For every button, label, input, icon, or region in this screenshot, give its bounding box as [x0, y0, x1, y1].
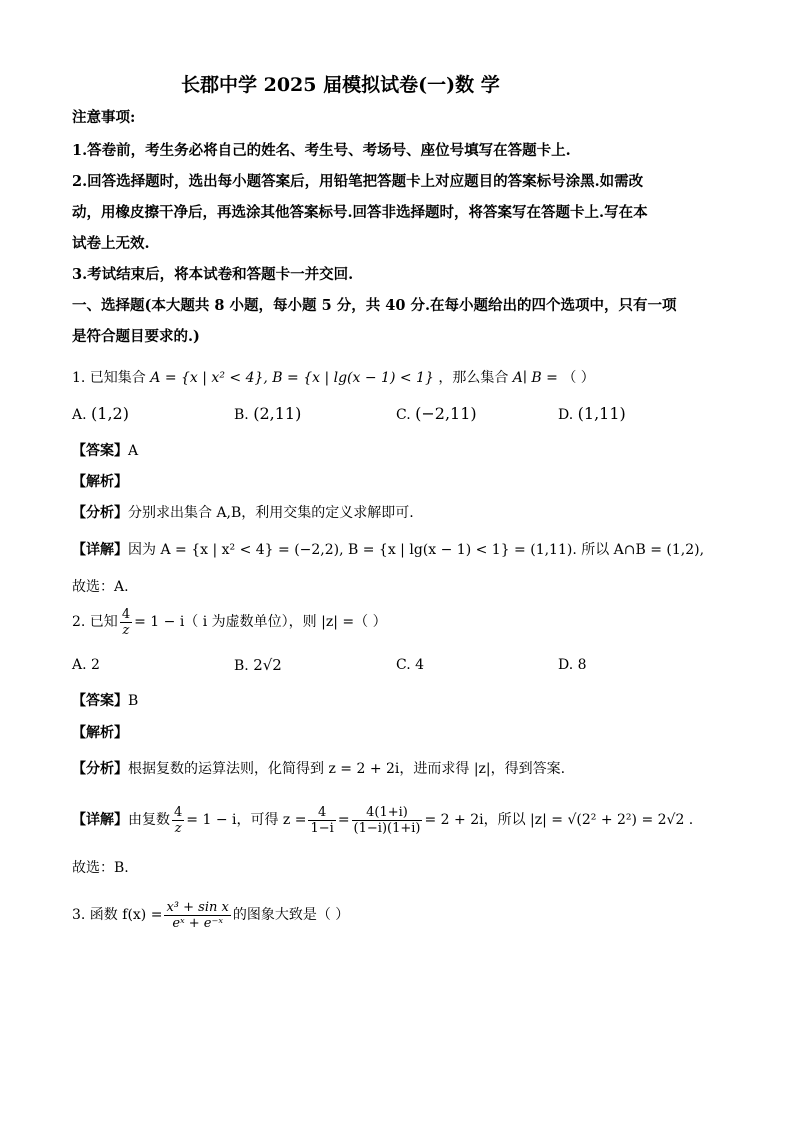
option-label: B.: [234, 407, 249, 423]
option-value: 4: [415, 657, 425, 673]
question-2-option-d: [558, 655, 587, 675]
notice-item-1: 1.答卷前，考生务必将自己的姓名、考生号、考场号、座位号填写在答题卡上.: [72, 142, 571, 159]
fenxi-text: 分别求出集合 A,B，利用交集的定义求解即可.: [128, 505, 414, 521]
fraction-numerator: x³ + sin x: [166, 899, 229, 915]
section-heading-line-2: 是符合题目要求的.): [72, 328, 200, 345]
fraction-denominator: z: [174, 820, 182, 836]
question-2-option-b: [234, 655, 282, 676]
analysis-tag: 【解析】: [72, 474, 128, 490]
question-2-answer: [72, 691, 138, 711]
detail-part-3: = 2 + 2i，所以 |z| = √(2² + 2²) = 2√2 .: [424, 812, 694, 828]
question-1-fenxi: [72, 503, 414, 523]
fenxi-tag: 【分析】: [72, 505, 128, 521]
question-2-detail: 【详解】由复数 $\frac{4}{z}$ = 1 − i，可得 z = $\frac{4}{1-i}$ = $\frac{4(1+i)}{(1-i)(1+i)}$ = 2 + 2i，所以 |z| = √(2² + 2²) = 2√2 .: [72, 804, 694, 836]
question-3-fraction: [164, 900, 230, 931]
question-2-equation: = 1 − i: [134, 614, 185, 630]
answer-value: A: [128, 443, 139, 459]
fraction-numerator: 4: [174, 804, 183, 820]
question-1-option-b: [234, 404, 301, 425]
fenxi-tag: 【分析】: [72, 761, 128, 777]
detail-part-2: = 1 − i，可得 z =: [186, 812, 307, 828]
option-value: (−2,11): [415, 404, 477, 423]
question-1-suffix: ，那么集合: [438, 370, 509, 386]
fraction-denominator: z: [122, 622, 130, 638]
notice-item-2-line-3: 试卷上无效.: [72, 235, 150, 252]
question-2-fenxi: [72, 759, 565, 779]
question-2-option-a: [72, 655, 100, 675]
question-1-option-a: [72, 404, 129, 425]
page-title: 长郡中学 2025 届模拟试卷(一)数 学: [181, 74, 500, 96]
question-1-paren: （ ）: [562, 370, 595, 386]
question-2-note: （ i 为虚数单位），则 |z| =（ ）: [184, 614, 387, 630]
question-2: [72, 605, 387, 639]
notice-item-3: 3.考试结束后，将本试卷和答题卡一并交回.: [72, 266, 354, 283]
question-1-detail: [72, 540, 704, 560]
option-label: D.: [558, 657, 574, 673]
detail-text: 因为 A = {x | x² < 4} = (−2,2), B = {x | lg(x − 1) < 1} = (1,11). 所以 A∩B = (1,2),: [128, 542, 705, 558]
question-2-fraction: [120, 607, 132, 638]
option-label: B.: [234, 658, 249, 674]
fraction-denominator: 1−i: [310, 820, 334, 836]
question-2-prefix: 2. 已知: [72, 614, 118, 630]
detail-tag: 【详解】: [72, 542, 128, 558]
question-1: [72, 368, 595, 388]
question-1-option-c: [396, 404, 477, 425]
detail-fraction-1: [172, 805, 184, 836]
fraction-denominator: (1−i)(1+i): [353, 820, 421, 836]
question-2-analysis-tag: [72, 723, 128, 743]
question-3: [72, 893, 349, 937]
question-1-sets: A = {x | x² < 4}, B = {x | lg(x − 1) < 1}: [150, 370, 434, 386]
option-value: (1,2): [91, 404, 129, 423]
option-value: (2,11): [253, 404, 302, 423]
fraction-numerator: 4: [308, 805, 335, 821]
option-value: 2: [91, 657, 100, 673]
fraction-numerator: 4(1+i): [352, 805, 423, 821]
detail-fraction-3: [352, 805, 423, 836]
option-value: (1,11): [577, 404, 626, 423]
notice-item-2-line-1: 2.回答选择题时，选出每小题答案后，用铅笔把答题卡上对应题目的答案标号涂黑.如需改: [72, 173, 644, 190]
question-1-prefix: 1. 已知集合: [72, 370, 146, 386]
option-label: C.: [396, 657, 411, 673]
fenxi-text: 根据复数的运算法则，化简得到 z = 2 + 2i，进而求得 |z|，得到答案.: [128, 761, 566, 777]
fraction-numerator: 4: [121, 606, 131, 622]
question-3-prefix: 3. 函数 f(x) =: [72, 907, 163, 923]
answer-tag: 【答案】: [72, 443, 128, 459]
option-label: A.: [72, 657, 87, 673]
option-value: 2√2: [253, 656, 282, 674]
question-2-option-c: [396, 655, 424, 675]
question-3-suffix: 的图象大致是（ ）: [232, 907, 350, 923]
question-1-answer: [72, 441, 138, 461]
section-heading-line-1: 一、选择题(本大题共 8 小题，每小题 5 分，共 40 分.在每小题给出的四个选项中，只有一项: [72, 297, 677, 314]
question-1-analysis-tag: [72, 472, 128, 492]
question-1-conclusion: 故选：A.: [72, 579, 129, 595]
detail-fraction-2: [308, 805, 335, 836]
notice-heading: 注意事项:: [72, 109, 136, 126]
notice-item-2-line-2: 动，用橡皮擦干净后，再选涂其他答案标号.回答非选择题时，将答案写在答题卡上.写在本: [72, 204, 648, 221]
question-1-option-d: [558, 404, 626, 425]
answer-tag: 【答案】: [72, 693, 128, 709]
option-label: A.: [72, 407, 87, 423]
option-label: D.: [558, 407, 574, 423]
detail-part-1: 由复数: [128, 812, 170, 828]
detail-tag: 【详解】: [72, 812, 128, 828]
option-label: C.: [396, 407, 411, 423]
analysis-tag: 【解析】: [72, 725, 128, 741]
fraction-denominator: eˣ + e⁻ˣ: [172, 915, 223, 931]
question-2-conclusion: 故选：B.: [72, 860, 129, 876]
question-1-expr: A∣ B =: [512, 370, 558, 386]
option-value: 8: [577, 657, 587, 673]
answer-value: B: [128, 693, 139, 709]
